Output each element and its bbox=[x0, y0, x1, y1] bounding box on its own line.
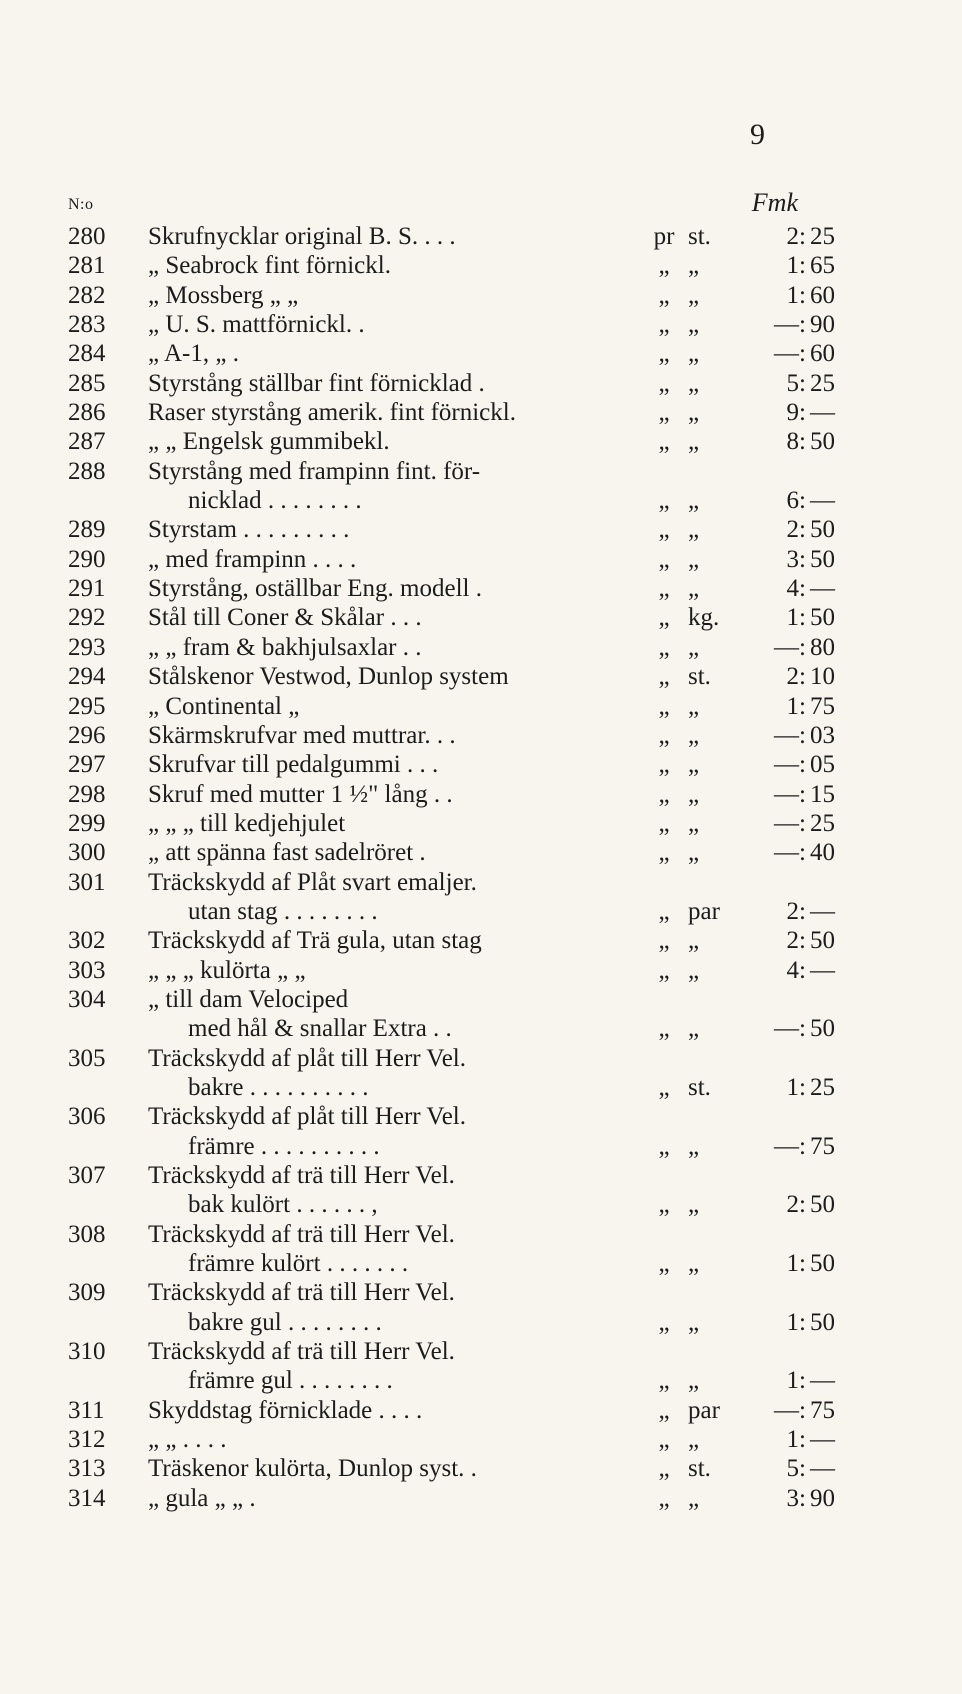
unit: par bbox=[688, 897, 720, 925]
item-number: 291 bbox=[68, 575, 106, 603]
item-number: 284 bbox=[68, 340, 106, 368]
price-list-row bbox=[68, 427, 835, 456]
price-marks: 3: bbox=[786, 1484, 806, 1512]
unit-ditto-mark: „ bbox=[658, 311, 670, 339]
price-pennies: — bbox=[810, 1455, 835, 1483]
item-number: 303 bbox=[68, 956, 106, 984]
unit-ditto-mark: „ bbox=[658, 1367, 670, 1395]
unit: „ bbox=[688, 399, 700, 427]
unit: st. bbox=[688, 1455, 711, 1483]
item-description: „ A-1, „ . bbox=[148, 340, 239, 368]
unit: „ bbox=[688, 1191, 700, 1219]
unit: kg. bbox=[688, 604, 720, 632]
price-list-row-continuation bbox=[68, 897, 835, 926]
price-list-row bbox=[68, 926, 835, 955]
item-number: 313 bbox=[68, 1455, 106, 1483]
unit-ditto-mark: „ bbox=[658, 751, 670, 779]
price-pennies: 50 bbox=[810, 516, 835, 544]
price-marks: 5: bbox=[786, 1455, 806, 1483]
price-pennies: 75 bbox=[810, 1396, 835, 1424]
item-number: 306 bbox=[68, 1103, 106, 1131]
price-pennies: 60 bbox=[810, 340, 835, 368]
price-marks: 2: bbox=[786, 516, 806, 544]
item-number: 289 bbox=[68, 516, 106, 544]
price-marks: —: bbox=[774, 721, 806, 749]
price-pennies: — bbox=[810, 1426, 835, 1454]
unit-ditto-mark: „ bbox=[658, 927, 670, 955]
price-marks: 3: bbox=[786, 545, 806, 573]
price-list-row bbox=[68, 692, 835, 721]
unit: st. bbox=[688, 663, 711, 691]
item-description: bakre . . . . . . . . . . bbox=[188, 1073, 369, 1101]
price-list-row bbox=[68, 838, 835, 867]
unit: „ bbox=[688, 633, 700, 661]
item-description: Skärmskrufvar med muttrar. . . bbox=[148, 721, 456, 749]
unit: „ bbox=[688, 369, 700, 397]
price-marks: —: bbox=[774, 1132, 806, 1160]
price-marks: —: bbox=[774, 633, 806, 661]
price-list-row bbox=[68, 780, 835, 809]
item-number: 283 bbox=[68, 311, 106, 339]
unit: „ bbox=[688, 1367, 700, 1395]
unit-ditto-mark: „ bbox=[658, 428, 670, 456]
unit-ditto-mark: „ bbox=[658, 281, 670, 309]
item-number: 299 bbox=[68, 809, 106, 837]
unit-ditto-mark: „ bbox=[658, 1455, 670, 1483]
item-number: 296 bbox=[68, 721, 106, 749]
item-number: 301 bbox=[68, 868, 106, 896]
unit: „ bbox=[688, 487, 700, 515]
price-list-row bbox=[68, 633, 835, 662]
item-description: „ till dam Velociped bbox=[148, 985, 349, 1013]
price-marks: 5: bbox=[786, 369, 806, 397]
item-description: Skyddstag förnicklade . . . . bbox=[148, 1396, 423, 1424]
price-list-row-continuation bbox=[68, 1366, 835, 1395]
price-list-row bbox=[68, 750, 835, 779]
price-list-row bbox=[68, 574, 835, 603]
price-marks: —: bbox=[774, 1396, 806, 1424]
item-description: Träckskydd af trä till Herr Vel. bbox=[148, 1279, 455, 1307]
unit: „ bbox=[688, 1132, 700, 1160]
price-pennies: 15 bbox=[810, 780, 835, 808]
item-description: Träskenor kulörta, Dunlop syst. . bbox=[148, 1455, 477, 1483]
item-description: främre . . . . . . . . . . bbox=[188, 1132, 380, 1160]
price-pennies: 65 bbox=[810, 252, 835, 280]
price-list-row bbox=[68, 1484, 835, 1513]
item-description: med hål & snallar Extra . . bbox=[188, 1015, 452, 1043]
price-marks: 1: bbox=[786, 604, 806, 632]
unit: par bbox=[688, 1396, 720, 1424]
price-list-row bbox=[68, 545, 835, 574]
item-number: 294 bbox=[68, 663, 106, 691]
price-list-row bbox=[68, 339, 835, 368]
price-list-row bbox=[68, 721, 835, 750]
price-list-row bbox=[68, 251, 835, 280]
unit: „ bbox=[688, 721, 700, 749]
price-marks: 4: bbox=[786, 956, 806, 984]
item-description: Raser styrstång amerik. fint förnickl. bbox=[148, 399, 516, 427]
price-pennies: 90 bbox=[810, 311, 835, 339]
price-list-row-continuation bbox=[68, 1249, 835, 1278]
unit-ditto-mark: pr bbox=[653, 223, 675, 250]
unit: „ bbox=[688, 516, 700, 544]
item-number: 292 bbox=[68, 604, 106, 632]
unit-ditto-mark: „ bbox=[658, 1426, 670, 1454]
price-pennies: 25 bbox=[810, 809, 835, 837]
unit-ditto-mark: „ bbox=[658, 839, 670, 867]
item-number: 307 bbox=[68, 1162, 106, 1189]
item-description: Stål till Coner & Skålar . . . bbox=[148, 604, 422, 632]
price-marks: 9: bbox=[786, 399, 806, 427]
item-description: „ att spänna fast sadelröret . bbox=[148, 839, 426, 867]
item-number: 297 bbox=[68, 751, 106, 779]
item-description: utan stag . . . . . . . . bbox=[188, 897, 378, 925]
item-description: „ Seabrock fint förnickl. bbox=[148, 252, 391, 280]
price-list-row-continuation bbox=[68, 1073, 835, 1102]
item-description: „ Mossberg „ „ bbox=[148, 281, 299, 309]
price-marks: —: bbox=[774, 780, 806, 808]
item-description: „ „ „ till kedjehjulet bbox=[148, 809, 346, 837]
unit-ditto-mark: „ bbox=[658, 545, 670, 573]
price-list-row bbox=[68, 809, 835, 838]
unit-ditto-mark: „ bbox=[658, 487, 670, 515]
item-number: 311 bbox=[68, 1396, 105, 1424]
unit-ditto-mark: „ bbox=[658, 252, 670, 280]
item-number: 308 bbox=[68, 1220, 106, 1248]
unit-ditto-mark: „ bbox=[658, 516, 670, 544]
unit: „ bbox=[688, 252, 700, 280]
unit-ditto-mark: „ bbox=[658, 663, 670, 691]
item-description: „ Continental „ bbox=[148, 692, 300, 720]
unit-ditto-mark: „ bbox=[658, 1484, 670, 1512]
price-list-row bbox=[68, 515, 835, 544]
unit: „ bbox=[688, 809, 700, 837]
price-pennies: 25 bbox=[810, 223, 835, 250]
price-list-row bbox=[68, 1161, 820, 1190]
price-list bbox=[68, 222, 835, 1513]
item-number: 288 bbox=[68, 457, 106, 485]
item-description: Skruf med mutter 1 ½" lång . . bbox=[148, 780, 453, 808]
item-description: „ U. S. mattförnickl. . bbox=[148, 311, 365, 339]
unit: „ bbox=[688, 1308, 700, 1336]
price-pennies: 80 bbox=[810, 633, 835, 661]
item-description: Skrufnycklar original B. S. . . . bbox=[148, 223, 456, 250]
item-number: 285 bbox=[68, 369, 106, 397]
item-number: 282 bbox=[68, 281, 106, 309]
item-number: 312 bbox=[68, 1426, 106, 1454]
price-marks: —: bbox=[774, 809, 806, 837]
price-pennies: 50 bbox=[810, 1308, 835, 1336]
price-list-row bbox=[68, 1278, 820, 1307]
item-number: 302 bbox=[68, 927, 106, 955]
item-description: Styrstång ställbar fint förnicklad . bbox=[148, 369, 485, 397]
unit-ditto-mark: „ bbox=[658, 897, 670, 925]
price-marks: 4: bbox=[786, 575, 806, 603]
price-marks: 1: bbox=[786, 252, 806, 280]
price-list-row bbox=[68, 1044, 820, 1073]
unit-ditto-mark: „ bbox=[658, 780, 670, 808]
column-header bbox=[68, 188, 808, 222]
price-pennies: 50 bbox=[810, 1250, 835, 1278]
item-description: bakre gul . . . . . . . . bbox=[188, 1308, 382, 1336]
unit: „ bbox=[688, 311, 700, 339]
unit: „ bbox=[688, 780, 700, 808]
unit: „ bbox=[688, 751, 700, 779]
price-list-row bbox=[68, 662, 835, 691]
price-pennies: 25 bbox=[810, 1073, 835, 1101]
unit-ditto-mark: „ bbox=[658, 633, 670, 661]
price-marks: 2: bbox=[786, 663, 806, 691]
price-pennies: 05 bbox=[810, 751, 835, 779]
price-pennies: 40 bbox=[810, 839, 835, 867]
unit-ditto-mark: „ bbox=[658, 956, 670, 984]
unit-ditto-mark: „ bbox=[658, 369, 670, 397]
item-number: 305 bbox=[68, 1044, 106, 1072]
item-number: 293 bbox=[68, 633, 106, 661]
page-number: 9 bbox=[750, 118, 765, 151]
unit-ditto-mark: „ bbox=[658, 1132, 670, 1160]
unit-ditto-mark: „ bbox=[658, 340, 670, 368]
price-marks: 6: bbox=[786, 487, 806, 515]
price-pennies: 50 bbox=[810, 545, 835, 573]
price-pennies: — bbox=[810, 487, 835, 515]
unit: „ bbox=[688, 839, 700, 867]
price-pennies: 03 bbox=[810, 721, 835, 749]
unit-ditto-mark: „ bbox=[658, 1015, 670, 1043]
item-description: Träckskydd af trä till Herr Vel. bbox=[148, 1220, 455, 1248]
price-marks: 1: bbox=[786, 692, 806, 720]
price-pennies: 50 bbox=[810, 604, 835, 632]
price-list-row bbox=[68, 956, 835, 985]
item-description: „ „ . . . . bbox=[148, 1426, 227, 1454]
price-pennies: 50 bbox=[810, 428, 835, 456]
unit-ditto-mark: „ bbox=[658, 809, 670, 837]
price-marks: 2: bbox=[786, 927, 806, 955]
item-description: Träckskydd af Trä gula, utan stag bbox=[148, 927, 482, 955]
price-pennies: 90 bbox=[810, 1484, 835, 1512]
item-description: Styrstång, oställbar Eng. modell . bbox=[148, 575, 482, 603]
price-list-row bbox=[68, 603, 835, 632]
item-description: Träckskydd af plåt till Herr Vel. bbox=[148, 1103, 467, 1131]
item-description: nicklad . . . . . . . . bbox=[188, 487, 362, 515]
price-pennies: — bbox=[810, 399, 835, 427]
unit: „ bbox=[688, 956, 700, 984]
price-list-row bbox=[68, 398, 835, 427]
unit-ditto-mark: „ bbox=[658, 721, 670, 749]
unit: „ bbox=[688, 1484, 700, 1512]
price-list-row bbox=[68, 985, 820, 1014]
price-list-row bbox=[68, 1220, 820, 1249]
price-pennies: 50 bbox=[810, 1191, 835, 1219]
item-description: Träckskydd af trä till Herr Vel. bbox=[148, 1162, 455, 1189]
price-marks: —: bbox=[774, 1015, 806, 1043]
price-marks: 1: bbox=[786, 281, 806, 309]
unit-ditto-mark: „ bbox=[658, 1073, 670, 1101]
unit: „ bbox=[688, 545, 700, 573]
item-description: Stålskenor Vestwod, Dunlop system bbox=[148, 663, 509, 691]
item-description: Träckskydd af Plåt svart emaljer. bbox=[148, 868, 477, 896]
unit: „ bbox=[688, 281, 700, 309]
unit-ditto-mark: „ bbox=[658, 604, 670, 632]
item-description: främre gul . . . . . . . . bbox=[188, 1367, 393, 1395]
unit: st. bbox=[688, 1073, 711, 1101]
unit-ditto-mark: „ bbox=[658, 692, 670, 720]
price-marks: 8: bbox=[786, 428, 806, 456]
item-description: „ gula „ „ . bbox=[148, 1484, 256, 1512]
price-marks: 1: bbox=[786, 1250, 806, 1278]
price-pennies: — bbox=[810, 897, 835, 925]
item-number: 298 bbox=[68, 780, 106, 808]
unit: „ bbox=[688, 428, 700, 456]
price-list-row bbox=[68, 868, 820, 897]
item-number: 290 bbox=[68, 545, 106, 573]
item-description: „ „ „ kulörta „ „ bbox=[148, 956, 306, 984]
item-number: 287 bbox=[68, 428, 106, 456]
unit: „ bbox=[688, 1426, 700, 1454]
unit: „ bbox=[688, 692, 700, 720]
item-description: Skrufvar till pedalgummi . . . bbox=[148, 751, 439, 779]
price-list-row-continuation bbox=[68, 1308, 835, 1337]
price-marks: —: bbox=[774, 311, 806, 339]
item-number: 286 bbox=[68, 399, 106, 427]
price-list-row bbox=[68, 457, 820, 486]
price-pennies: 10 bbox=[810, 663, 835, 691]
price-marks: 1: bbox=[786, 1308, 806, 1336]
item-description: Träckskydd af trä till Herr Vel. bbox=[148, 1338, 455, 1366]
item-number: 281 bbox=[68, 252, 106, 280]
unit: „ bbox=[688, 575, 700, 603]
price-marks: 2: bbox=[786, 223, 806, 250]
item-number: 310 bbox=[68, 1338, 106, 1366]
price-pennies: 75 bbox=[810, 692, 835, 720]
price-marks: —: bbox=[774, 340, 806, 368]
unit-ditto-mark: „ bbox=[658, 1396, 670, 1424]
price-list-row-continuation bbox=[68, 1190, 835, 1219]
price-marks: 1: bbox=[786, 1426, 806, 1454]
price-list-row bbox=[68, 369, 835, 398]
unit-ditto-mark: „ bbox=[658, 399, 670, 427]
number-column-label: N:o bbox=[68, 196, 94, 213]
price-marks: 1: bbox=[786, 1367, 806, 1395]
price-list-row bbox=[68, 1425, 835, 1454]
price-list-row-continuation bbox=[68, 1014, 835, 1043]
price-marks: 2: bbox=[786, 897, 806, 925]
item-number: 295 bbox=[68, 692, 106, 720]
price-list-row bbox=[68, 1396, 835, 1425]
unit: „ bbox=[688, 1015, 700, 1043]
item-description: „ „ fram & bakhjulsaxlar . . bbox=[148, 633, 422, 661]
item-description: främre kulört . . . . . . . bbox=[188, 1250, 409, 1278]
price-pennies: — bbox=[810, 575, 835, 603]
price-list-row-continuation bbox=[68, 486, 835, 515]
item-description: Träckskydd af plåt till Herr Vel. bbox=[148, 1044, 467, 1072]
unit-ditto-mark: „ bbox=[658, 575, 670, 603]
price-list-row-continuation bbox=[68, 1132, 835, 1161]
unit-ditto-mark: „ bbox=[658, 1191, 670, 1219]
price-pennies: — bbox=[810, 1367, 835, 1395]
item-number: 314 bbox=[68, 1484, 106, 1512]
price-list-row bbox=[68, 1454, 835, 1483]
item-description: „ „ Engelsk gummibekl. bbox=[148, 428, 390, 456]
unit-ditto-mark: „ bbox=[658, 1308, 670, 1336]
price-pennies: 60 bbox=[810, 281, 835, 309]
price-list-row bbox=[68, 222, 835, 251]
unit: „ bbox=[688, 340, 700, 368]
item-description: bak kulört . . . . . . , bbox=[188, 1191, 378, 1219]
price-list-row bbox=[68, 281, 835, 310]
price-marks: —: bbox=[774, 751, 806, 779]
unit-ditto-mark: „ bbox=[658, 1250, 670, 1278]
price-marks: —: bbox=[774, 839, 806, 867]
price-marks: 2: bbox=[786, 1191, 806, 1219]
item-number: 304 bbox=[68, 985, 106, 1013]
item-description: „ med frampinn . . . . bbox=[148, 545, 357, 573]
unit: „ bbox=[688, 927, 700, 955]
price-list-row bbox=[68, 310, 835, 339]
item-description: Styrstång med frampinn fint. för- bbox=[148, 457, 481, 485]
unit: st. bbox=[688, 223, 711, 250]
price-pennies: 50 bbox=[810, 1015, 835, 1043]
item-description: Styrstam . . . . . . . . . bbox=[148, 516, 350, 544]
price-pennies: 75 bbox=[810, 1132, 835, 1160]
unit: „ bbox=[688, 1250, 700, 1278]
item-number: 309 bbox=[68, 1279, 106, 1307]
price-list-row bbox=[68, 1102, 820, 1131]
currency-column-label: Fmk bbox=[751, 188, 798, 217]
price-pennies: 25 bbox=[810, 369, 835, 397]
price-marks: 1: bbox=[786, 1073, 806, 1101]
item-number: 300 bbox=[68, 839, 106, 867]
price-pennies: 50 bbox=[810, 927, 835, 955]
item-number: 280 bbox=[68, 223, 106, 250]
price-list-row bbox=[68, 1337, 820, 1366]
price-pennies: — bbox=[810, 956, 835, 984]
